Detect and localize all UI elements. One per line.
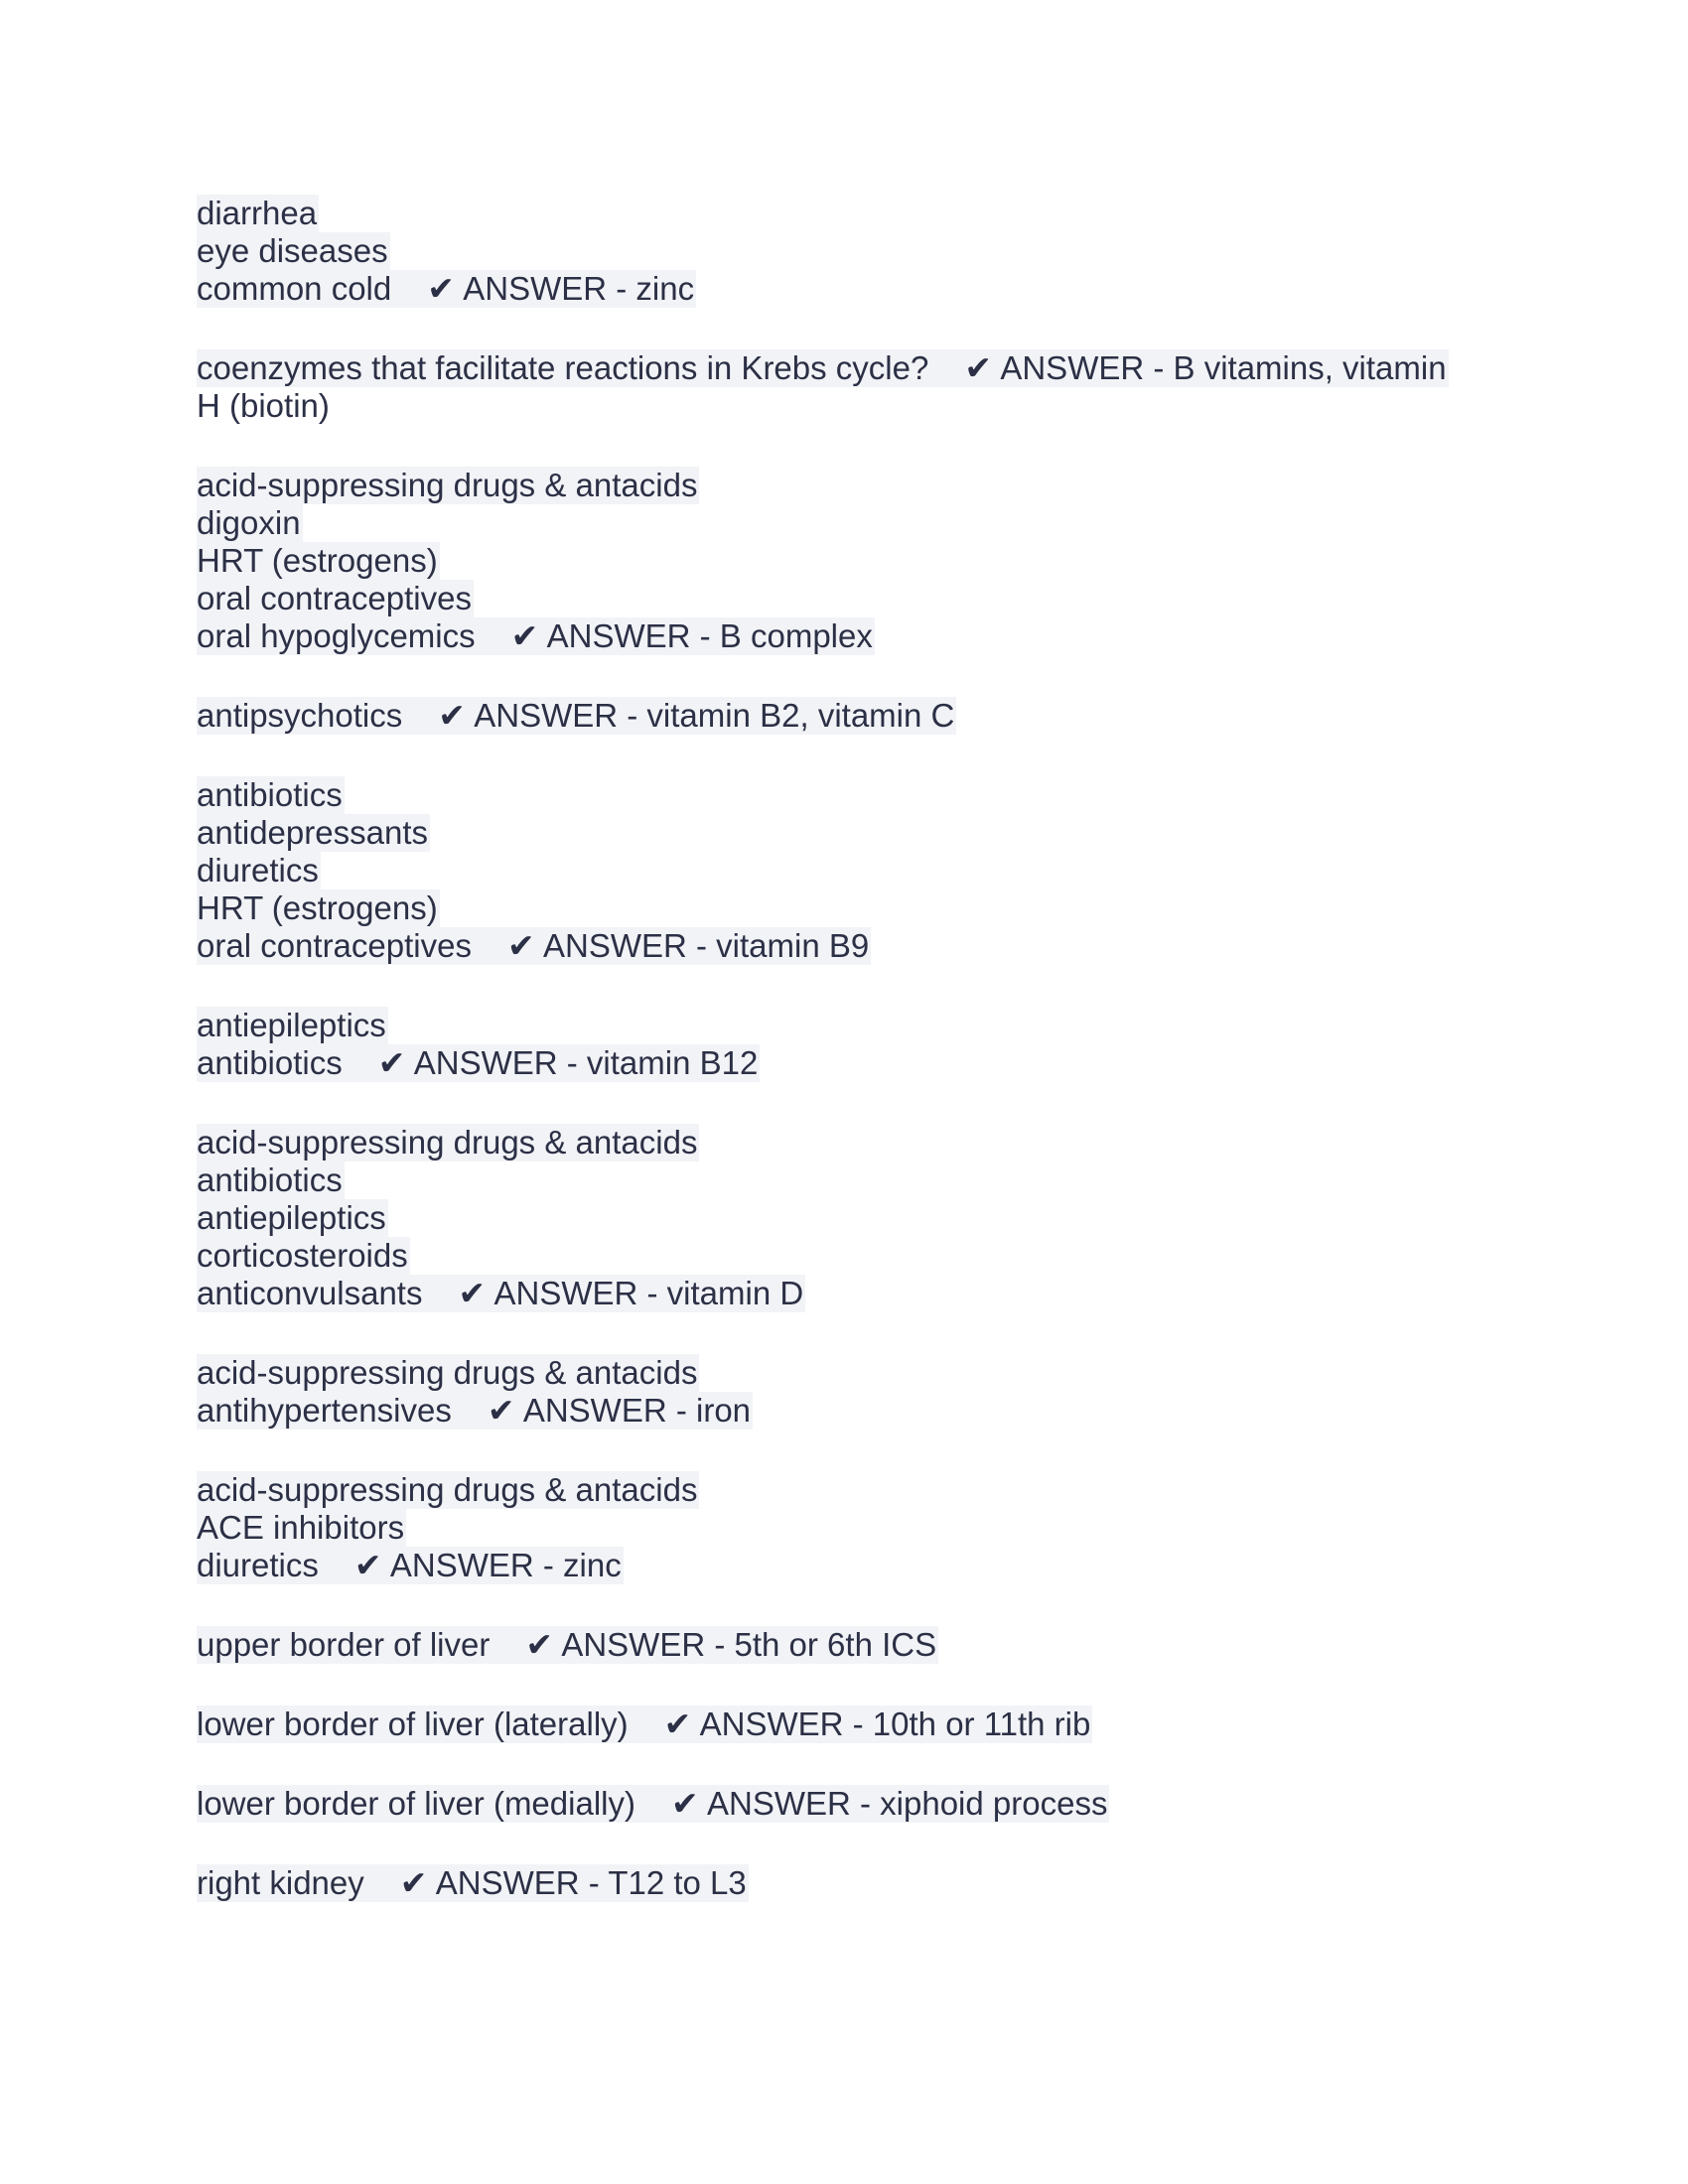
question-line bbox=[197, 1007, 1507, 1044]
qa-item bbox=[197, 1124, 1507, 1312]
question-text bbox=[197, 1044, 760, 1082]
question-text bbox=[197, 1199, 388, 1237]
question-label: digoxin bbox=[197, 504, 301, 541]
question-text bbox=[197, 927, 871, 965]
question-label: diuretics bbox=[197, 852, 319, 888]
question-label: antihypertensives bbox=[197, 1392, 452, 1429]
question-label: antiepileptics bbox=[197, 1199, 386, 1236]
answer-text: ANSWER - iron bbox=[522, 1392, 752, 1429]
question-line bbox=[197, 349, 1507, 387]
question-text bbox=[197, 889, 440, 927]
question-line bbox=[197, 1124, 1507, 1161]
question-line bbox=[197, 1471, 1507, 1509]
question-text bbox=[197, 542, 440, 580]
question-text bbox=[197, 504, 303, 542]
question-text bbox=[197, 1509, 406, 1547]
question-text bbox=[197, 1547, 624, 1584]
question-label: anticonvulsants bbox=[197, 1275, 423, 1311]
check-mark-icon: ✔ bbox=[964, 349, 992, 386]
question-text bbox=[197, 1864, 749, 1902]
question-text bbox=[197, 1626, 938, 1664]
question-label: diuretics bbox=[197, 1547, 319, 1583]
question-line bbox=[197, 814, 1507, 852]
qa-item bbox=[197, 1785, 1507, 1823]
question-label: acid-suppressing drugs & antacids bbox=[197, 467, 698, 503]
question-line bbox=[197, 232, 1507, 270]
question-text bbox=[197, 195, 319, 232]
question-line bbox=[197, 270, 1507, 308]
question-line bbox=[197, 889, 1507, 927]
question-text bbox=[197, 1706, 1092, 1743]
question-text bbox=[197, 1007, 388, 1044]
check-mark-icon: ✔ bbox=[506, 927, 535, 964]
qa-item bbox=[197, 349, 1507, 425]
answer-text: ANSWER - T12 to L3 bbox=[435, 1864, 747, 1901]
check-mark-icon: ✔ bbox=[510, 617, 539, 654]
question-line bbox=[197, 617, 1507, 655]
question-line bbox=[197, 467, 1507, 504]
qa-item bbox=[197, 1471, 1507, 1584]
question-text bbox=[197, 1275, 805, 1312]
check-mark-icon: ✔ bbox=[525, 1626, 553, 1663]
check-mark-icon: ✔ bbox=[377, 1044, 406, 1081]
question-line bbox=[197, 504, 1507, 542]
question-line bbox=[197, 1547, 1507, 1584]
answer-text: ANSWER - zinc bbox=[389, 1547, 622, 1583]
check-mark-icon: ✔ bbox=[663, 1706, 692, 1742]
question-label: antidepressants bbox=[197, 814, 428, 851]
question-text bbox=[197, 580, 474, 617]
question-label: antibiotics bbox=[197, 1161, 343, 1198]
question-label: right kidney bbox=[197, 1864, 364, 1901]
question-label: acid-suppressing drugs & antacids bbox=[197, 1471, 698, 1508]
question-text bbox=[197, 1785, 1109, 1823]
question-text bbox=[197, 232, 390, 270]
question-text bbox=[197, 1237, 410, 1275]
qa-item bbox=[197, 776, 1507, 965]
question-line bbox=[197, 580, 1507, 617]
answer-text: ANSWER - xiphoid process bbox=[706, 1785, 1108, 1822]
question-label: ACE inhibitors bbox=[197, 1509, 405, 1546]
answer-text: ANSWER - vitamin D bbox=[493, 1275, 804, 1311]
qa-item bbox=[197, 1864, 1507, 1902]
question-text bbox=[197, 617, 875, 655]
question-line bbox=[197, 1864, 1507, 1902]
answer-continuation: H (biotin) bbox=[197, 387, 330, 424]
question-line bbox=[197, 1275, 1507, 1312]
check-mark-icon: ✔ bbox=[353, 1547, 382, 1583]
question-label: coenzymes that facilitate reactions in Krebs cycle? bbox=[197, 349, 929, 386]
question-label: antipsychotics bbox=[197, 697, 403, 734]
question-text bbox=[197, 1471, 699, 1509]
question-line bbox=[197, 697, 1507, 735]
answer-text: ANSWER - vitamin B12 bbox=[413, 1044, 759, 1081]
answer-text: ANSWER - vitamin B2, vitamin C bbox=[474, 697, 955, 734]
question-text bbox=[197, 1161, 345, 1199]
question-text bbox=[197, 467, 699, 504]
answer-text: ANSWER - vitamin B9 bbox=[542, 927, 870, 964]
question-text bbox=[197, 270, 696, 308]
document-page bbox=[197, 195, 1507, 1944]
question-label: acid-suppressing drugs & antacids bbox=[197, 1354, 698, 1391]
question-label: corticosteroids bbox=[197, 1237, 408, 1274]
question-line bbox=[197, 1044, 1507, 1082]
check-mark-icon: ✔ bbox=[487, 1392, 515, 1429]
answer-text: ANSWER - B vitamins, vitamin bbox=[1000, 349, 1447, 386]
question-line bbox=[197, 776, 1507, 814]
question-label: HRT (estrogens) bbox=[197, 542, 438, 579]
question-text bbox=[197, 1392, 753, 1430]
answer-text: ANSWER - B complex bbox=[546, 617, 873, 654]
answer-text: ANSWER - 10th or 11th rib bbox=[699, 1706, 1091, 1742]
qa-item bbox=[197, 1354, 1507, 1430]
question-text bbox=[197, 1124, 699, 1161]
question-text bbox=[197, 697, 956, 735]
qa-item bbox=[197, 697, 1507, 735]
check-mark-icon: ✔ bbox=[670, 1785, 699, 1822]
check-mark-icon: ✔ bbox=[458, 1275, 487, 1311]
question-line bbox=[197, 542, 1507, 580]
question-line bbox=[197, 927, 1507, 965]
check-mark-icon: ✔ bbox=[438, 697, 466, 734]
question-label: antiepileptics bbox=[197, 1007, 386, 1043]
question-label: lower border of liver (laterally) bbox=[197, 1706, 629, 1742]
question-label: lower border of liver (medially) bbox=[197, 1785, 635, 1822]
question-label: oral contraceptives bbox=[197, 927, 472, 964]
qa-item bbox=[197, 195, 1507, 308]
question-label: eye diseases bbox=[197, 232, 388, 269]
question-label: antibiotics bbox=[197, 776, 343, 813]
question-text bbox=[197, 776, 345, 814]
check-mark-icon: ✔ bbox=[427, 270, 455, 307]
question-line bbox=[197, 1509, 1507, 1547]
question-label: diarrhea bbox=[197, 195, 318, 231]
question-line bbox=[197, 1392, 1507, 1430]
question-line bbox=[197, 1199, 1507, 1237]
question-label: oral hypoglycemics bbox=[197, 617, 476, 654]
question-label: common cold bbox=[197, 270, 392, 307]
answer-continuation-line bbox=[197, 387, 1507, 425]
question-line bbox=[197, 852, 1507, 889]
question-text bbox=[197, 852, 321, 889]
question-label: antibiotics bbox=[197, 1044, 343, 1081]
answer-text: ANSWER - zinc bbox=[463, 270, 695, 307]
qa-item bbox=[197, 467, 1507, 655]
question-text bbox=[197, 1354, 699, 1392]
question-line bbox=[197, 1626, 1507, 1664]
question-line bbox=[197, 1161, 1507, 1199]
question-line bbox=[197, 1237, 1507, 1275]
question-text bbox=[197, 814, 430, 852]
check-mark-icon: ✔ bbox=[399, 1864, 428, 1901]
question-text bbox=[197, 349, 1449, 387]
question-label: oral contraceptives bbox=[197, 580, 472, 616]
question-line bbox=[197, 1785, 1507, 1823]
question-line bbox=[197, 1706, 1507, 1743]
qa-item bbox=[197, 1626, 1507, 1664]
answer-text: ANSWER - 5th or 6th ICS bbox=[561, 1626, 937, 1663]
question-line bbox=[197, 195, 1507, 232]
question-label: acid-suppressing drugs & antacids bbox=[197, 1124, 698, 1160]
qa-item bbox=[197, 1007, 1507, 1082]
qa-item bbox=[197, 1706, 1507, 1743]
question-line bbox=[197, 1354, 1507, 1392]
question-label: upper border of liver bbox=[197, 1626, 491, 1663]
question-label: HRT (estrogens) bbox=[197, 889, 438, 926]
